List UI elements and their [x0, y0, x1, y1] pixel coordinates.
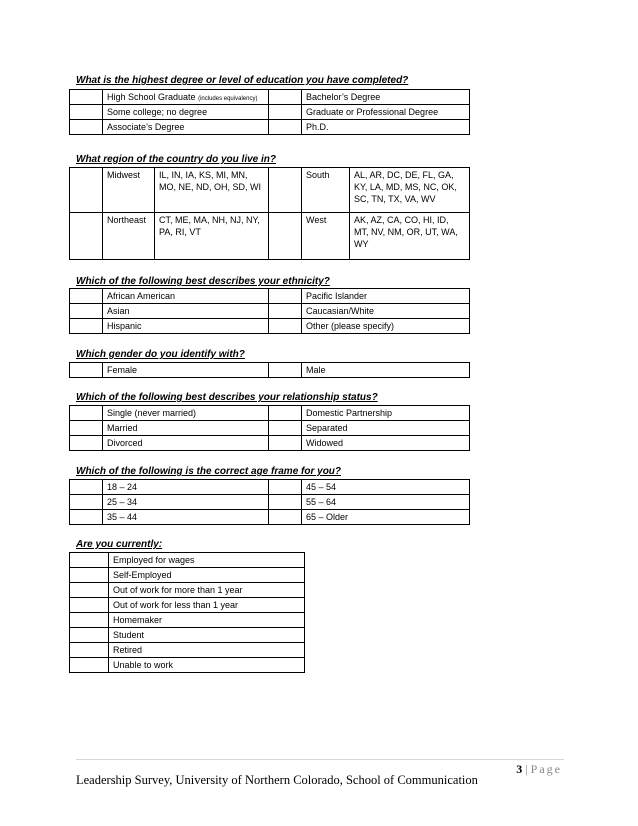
checkbox-cell[interactable] [70, 628, 109, 643]
checkbox-cell[interactable] [70, 553, 109, 568]
checkbox-cell[interactable] [70, 90, 103, 105]
region-name: South [302, 168, 350, 213]
checkbox-cell[interactable] [269, 319, 302, 334]
relationship-table [69, 405, 470, 451]
table-row [70, 643, 305, 658]
option-cell [302, 120, 470, 135]
table-row [70, 583, 305, 598]
option-label: Female [103, 363, 269, 378]
table-row [70, 168, 470, 213]
checkbox-cell[interactable] [269, 495, 302, 510]
option-label: Widowed [302, 436, 470, 451]
table-row [70, 598, 305, 613]
option-label: Some college; no degree [107, 107, 208, 117]
table-row [70, 421, 470, 436]
option-label: Other (please specify) [302, 319, 470, 334]
region-table [69, 167, 470, 260]
employment-table [69, 552, 305, 673]
option-label: Divorced [103, 436, 269, 451]
checkbox-cell[interactable] [70, 658, 109, 673]
table-row [70, 289, 470, 304]
checkbox-cell[interactable] [70, 643, 109, 658]
table-row [70, 628, 305, 643]
checkbox-cell[interactable] [269, 120, 302, 135]
checkbox-cell[interactable] [70, 583, 109, 598]
relationship-question: Which of the following best describes your relationship status? [76, 392, 378, 403]
table-row [70, 480, 470, 495]
option-label: Student [109, 628, 305, 643]
region-name: West [302, 213, 350, 260]
option-label: Unable to work [109, 658, 305, 673]
option-cell [103, 90, 269, 105]
option-label: Asian [103, 304, 269, 319]
checkbox-cell[interactable] [70, 510, 103, 525]
table-row [70, 213, 470, 260]
region-name: Northeast [103, 213, 155, 260]
ethnicity-table [69, 288, 470, 334]
region-states: AL, AR, DC, DE, FL, GA, KY, LA, MD, MS, NC, OK, SC, TN, TX, VA, WV [350, 168, 470, 213]
option-label: Out of work for less than 1 year [109, 598, 305, 613]
option-label: Pacific Islander [302, 289, 470, 304]
option-label: Domestic Partnership [302, 406, 470, 421]
option-label: Hispanic [103, 319, 269, 334]
checkbox-cell[interactable] [70, 213, 103, 260]
region-states: CT, ME, MA, NH, NJ, NY, PA, RI, VT [155, 213, 269, 260]
table-row [70, 363, 470, 378]
checkbox-cell[interactable] [70, 598, 109, 613]
checkbox-cell[interactable] [70, 319, 103, 334]
footer-text: Leadership Survey, University of Northern Colorado, School of Communication [76, 773, 478, 787]
option-label: Out of work for more than 1 year [109, 583, 305, 598]
checkbox-cell[interactable] [70, 613, 109, 628]
option-cell [103, 105, 269, 120]
option-label: Single (never married) [103, 406, 269, 421]
gender-table [69, 362, 470, 378]
option-cell [302, 90, 470, 105]
ethnicity-question: Which of the following best describes your ethnicity? [76, 276, 330, 287]
option-label: Bachelor’s Degree [306, 92, 381, 102]
table-row [70, 319, 470, 334]
option-label: 45 – 54 [302, 480, 470, 495]
checkbox-cell[interactable] [70, 495, 103, 510]
option-cell [302, 105, 470, 120]
employment-question: Are you currently: [76, 539, 163, 550]
region-states: AK, AZ, CA, CO, HI, ID, MT, NV, NM, OR, UT, WA, WY [350, 213, 470, 260]
checkbox-cell[interactable] [70, 168, 103, 213]
checkbox-cell[interactable] [269, 289, 302, 304]
region-question: What region of the country do you live in? [76, 154, 276, 165]
table-row [70, 613, 305, 628]
table-row [70, 568, 305, 583]
option-label: Caucasian/White [302, 304, 470, 319]
education-question: What is the highest degree or level of education you have completed? [76, 75, 409, 86]
option-label: 25 – 34 [103, 495, 269, 510]
checkbox-cell[interactable] [70, 105, 103, 120]
option-label: High School Graduate [107, 92, 196, 102]
age-question: Which of the following is the correct age frame for you? [76, 466, 342, 477]
checkbox-cell[interactable] [269, 480, 302, 495]
table-row [70, 105, 470, 120]
region-name: Midwest [103, 168, 155, 213]
page-number-value: 3 [516, 762, 523, 776]
checkbox-cell[interactable] [269, 363, 302, 378]
checkbox-cell[interactable] [70, 304, 103, 319]
option-note: (includes equivalency) [198, 96, 258, 102]
checkbox-cell[interactable] [70, 289, 103, 304]
checkbox-cell[interactable] [269, 510, 302, 525]
option-label: Separated [302, 421, 470, 436]
option-label: Employed for wages [109, 553, 305, 568]
checkbox-cell[interactable] [269, 90, 302, 105]
page-separator: | [525, 762, 528, 776]
table-row [70, 120, 470, 135]
checkbox-cell[interactable] [269, 436, 302, 451]
option-cell [103, 120, 269, 135]
page-word: Page [530, 762, 562, 776]
checkbox-cell[interactable] [70, 421, 103, 436]
option-label: Retired [109, 643, 305, 658]
table-row [70, 304, 470, 319]
checkbox-cell[interactable] [70, 363, 103, 378]
table-row [70, 510, 470, 525]
option-label: Married [103, 421, 269, 436]
checkbox-cell[interactable] [70, 120, 103, 135]
checkbox-cell[interactable] [269, 406, 302, 421]
table-row [70, 658, 305, 673]
checkbox-cell[interactable] [269, 105, 302, 120]
checkbox-cell[interactable] [269, 213, 302, 260]
checkbox-cell[interactable] [269, 168, 302, 213]
option-label: Male [302, 363, 470, 378]
checkbox-cell[interactable] [70, 480, 103, 495]
table-row [70, 90, 470, 105]
table-row [70, 495, 470, 510]
checkbox-cell[interactable] [70, 568, 109, 583]
region-states: IL, IN, IA, KS, MI, MN, MO, NE, ND, OH, SD, WI [155, 168, 269, 213]
option-label: 65 – Older [302, 510, 470, 525]
option-label: 18 – 24 [103, 480, 269, 495]
option-label: 55 – 64 [302, 495, 470, 510]
option-label: Associate’s Degree [107, 122, 185, 132]
checkbox-cell[interactable] [70, 436, 103, 451]
table-row [70, 553, 305, 568]
footer-divider [76, 759, 564, 760]
gender-question: Which gender do you identify with? [76, 349, 245, 360]
option-label: 35 – 44 [103, 510, 269, 525]
option-label: Ph.D. [306, 122, 329, 132]
page-number [516, 762, 562, 777]
checkbox-cell[interactable] [70, 406, 103, 421]
checkbox-cell[interactable] [269, 421, 302, 436]
option-label: Homemaker [109, 613, 305, 628]
education-table [69, 89, 470, 135]
option-label: Graduate or Professional Degree [306, 107, 439, 117]
table-row [70, 436, 470, 451]
table-row [70, 406, 470, 421]
option-label: African American [103, 289, 269, 304]
option-label: Self-Employed [109, 568, 305, 583]
checkbox-cell[interactable] [269, 304, 302, 319]
age-table [69, 479, 470, 525]
